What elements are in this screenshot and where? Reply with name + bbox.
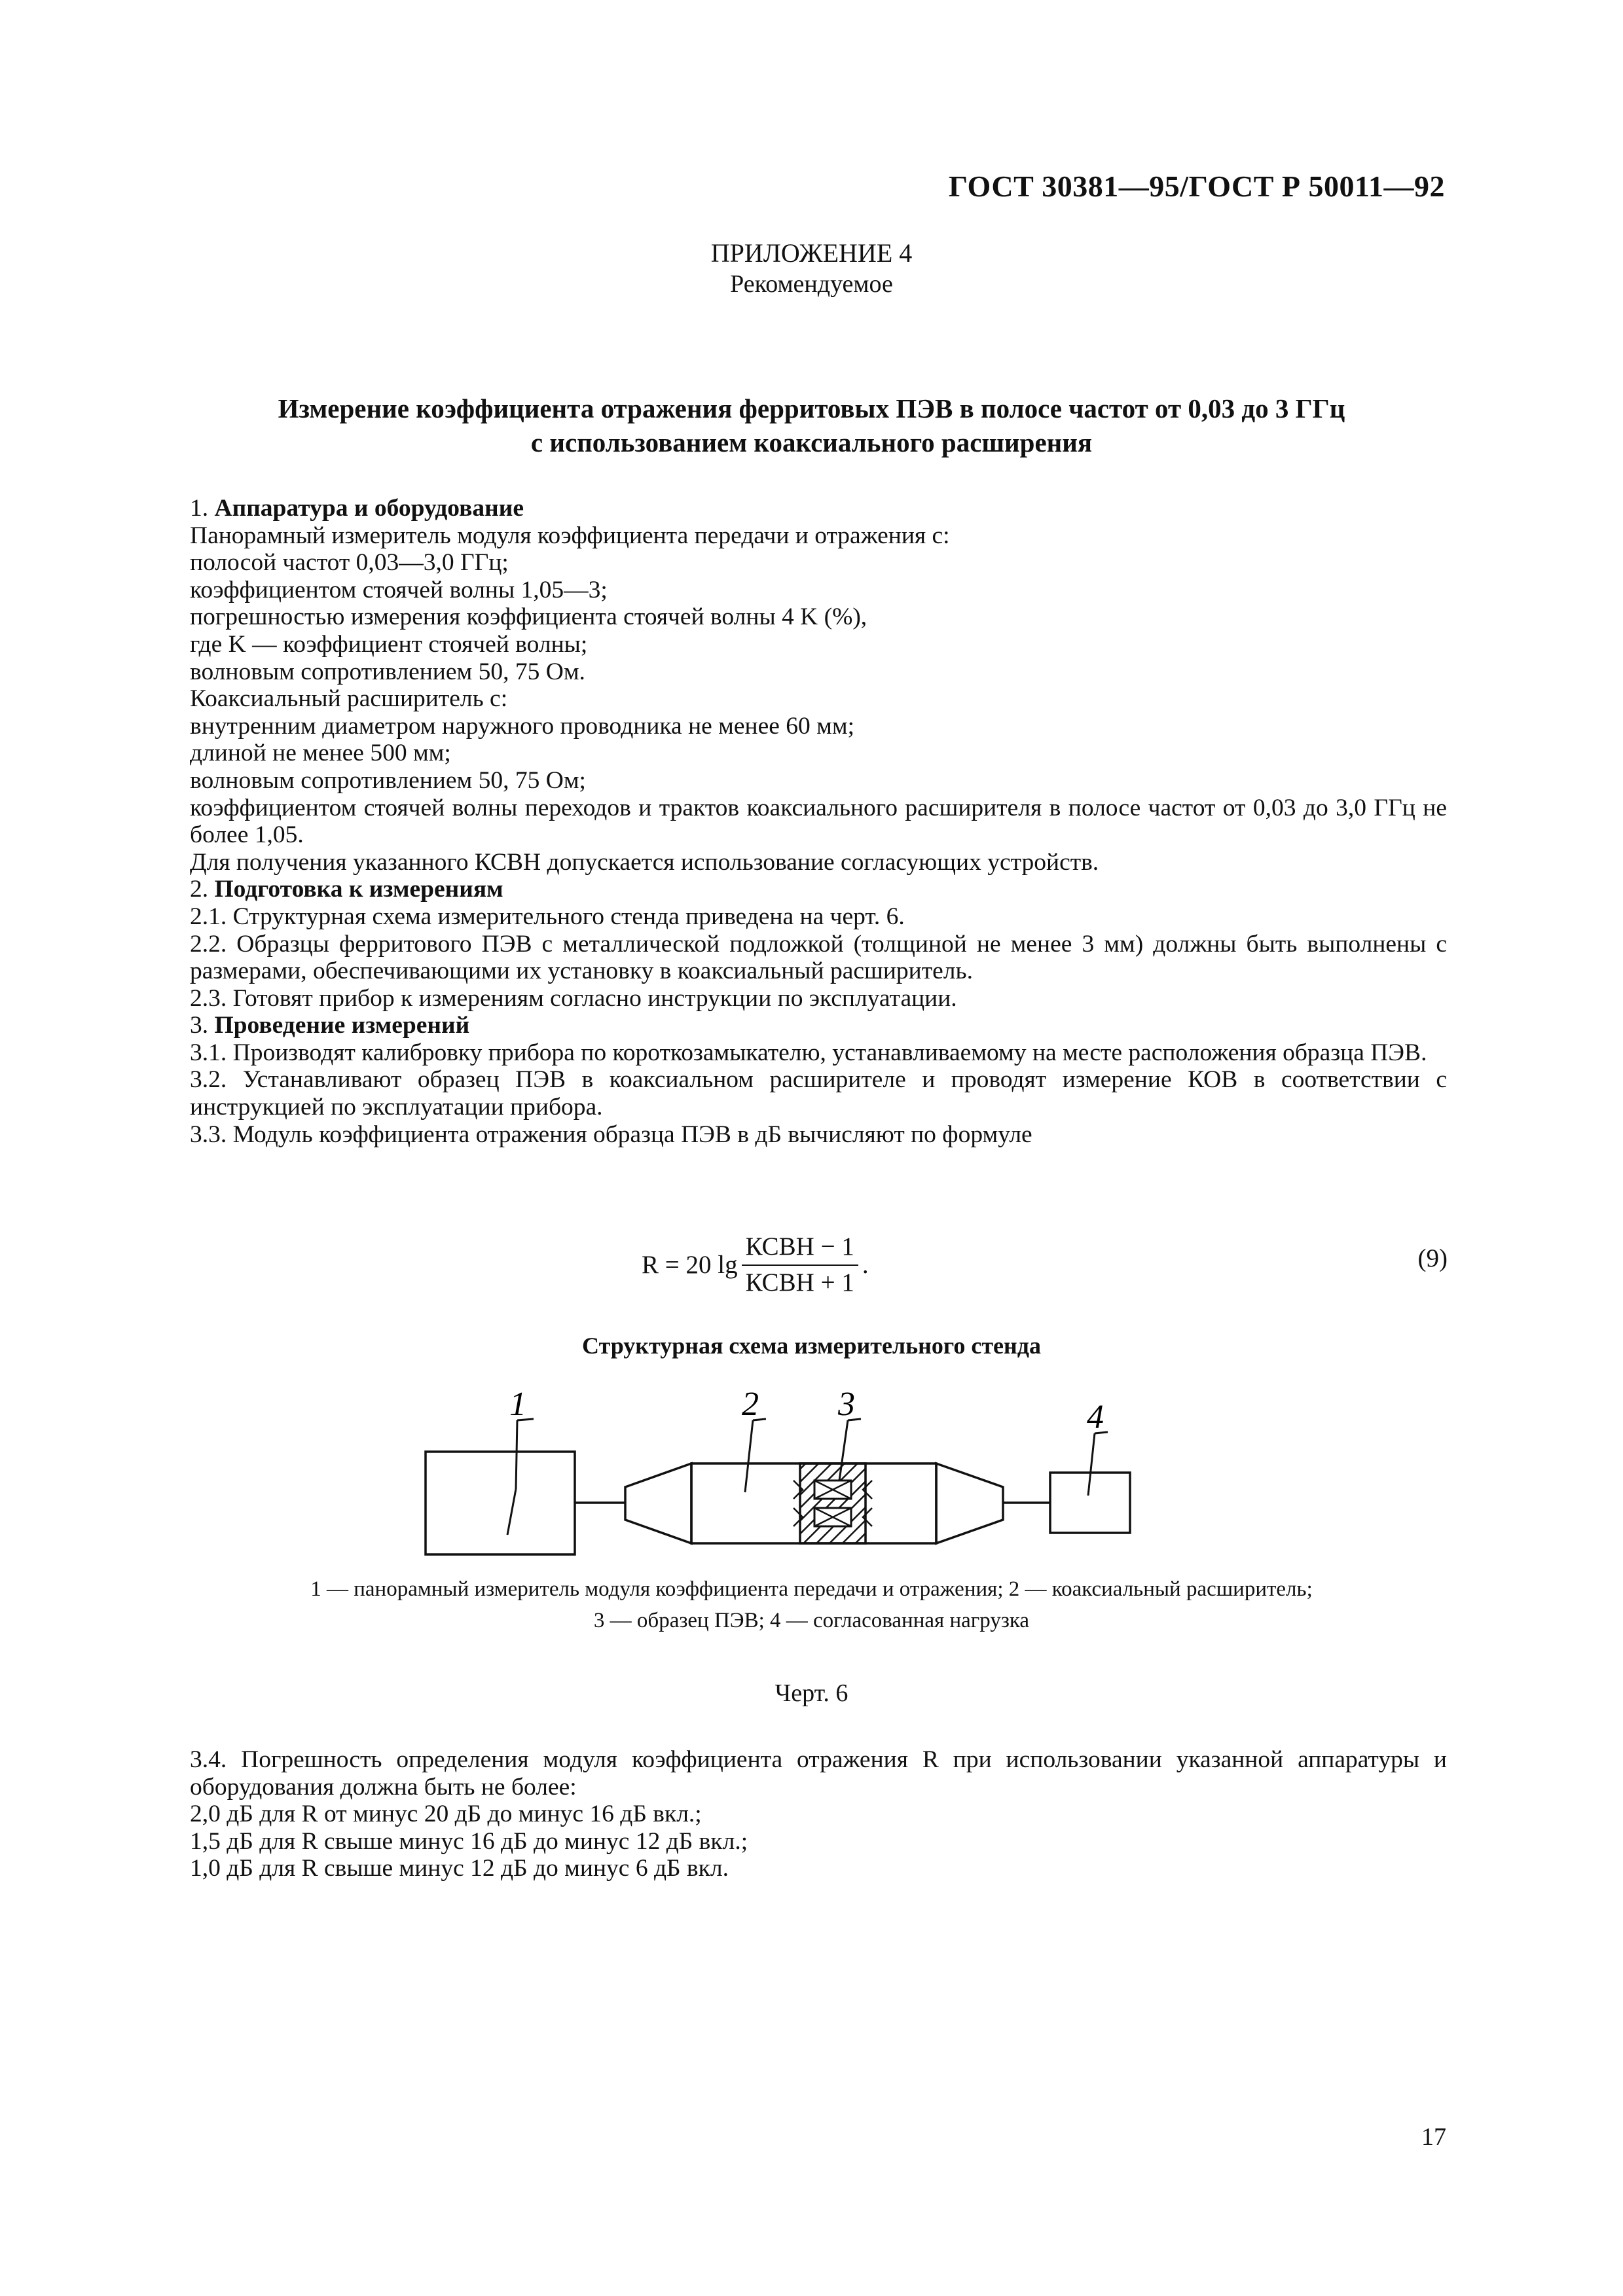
s1-line-3: коэффициентом стоячей волны 1,05—3; bbox=[190, 576, 608, 603]
s1-line-5: где K — коэффициент стоячей волны; bbox=[190, 630, 588, 658]
s34-line-1: 2,0 дБ для R от минус 20 дБ до минус 16 дБ вкл.; bbox=[190, 1801, 702, 1828]
s1-line-7: Коаксиальный расширитель с: bbox=[190, 685, 508, 713]
title-line-1: Измерение коэффициента отражения ферритовых ПЭВ в полосе частот от 0,03 до 3 ГГц bbox=[278, 393, 1345, 423]
page-number: 17 bbox=[1421, 2123, 1446, 2151]
figure-caption-line-2: 3 — образец ПЭВ; 4 — согласованная нагрузка bbox=[593, 1609, 1030, 1632]
block-1-meter bbox=[426, 1452, 575, 1554]
s34-line-3: 1,0 дБ для R свыше минус 12 дБ до минус 6 дБ вкл. bbox=[190, 1855, 729, 1882]
label-2: 2 bbox=[742, 1386, 759, 1423]
formula-numerator: КСВН − 1 bbox=[742, 1234, 858, 1266]
formula-tail: . bbox=[862, 1251, 869, 1280]
s2-item-1: 2.1. Структурная схема измерительного стенда приведена на черт. 6. bbox=[190, 903, 905, 930]
appendix-label: ПРИЛОЖЕНИЕ 4 bbox=[710, 238, 913, 268]
section-2-number: 2. bbox=[190, 876, 209, 903]
section-1-number: 1. bbox=[190, 495, 209, 522]
block-3-sample bbox=[800, 1463, 866, 1543]
s1-line-11: коэффициентом стоячей волны переходов и трактов коаксиального расширителя в полосе частот от 0,03 до 3,0 ГГц не более 1,05. bbox=[190, 794, 1447, 849]
s1-line-4: погрешностью измерения коэффициента стоячей волны 4 K (%), bbox=[190, 603, 867, 631]
figure-number: Черт. 6 bbox=[775, 1679, 848, 1707]
s3-item-3: 3.3. Модуль коэффициента отражения образца ПЭВ в дБ вычисляют по формуле bbox=[190, 1121, 1032, 1148]
section-1-title: Аппаратура и оборудование bbox=[214, 495, 524, 522]
s1-line-12: Для получения указанного КСВН допускается использование согласующих устройств. bbox=[190, 848, 1099, 876]
s1-line-9: длиной не менее 500 мм; bbox=[190, 740, 451, 767]
s1-line-2: полосой частот 0,03—3,0 ГГц; bbox=[190, 549, 509, 577]
s1-line-8: внутренним диаметром наружного проводника не менее 60 мм; bbox=[190, 712, 855, 740]
section-3-number: 3. bbox=[190, 1012, 209, 1039]
formula-lhs: R = 20 lg bbox=[642, 1251, 738, 1280]
s1-line-10: волновым сопротивлением 50, 75 Ом; bbox=[190, 766, 586, 794]
s2-item-2: 2.2. Образцы ферритового ПЭВ с металлической подложкой (толщиной не менее 3 мм) должны быть выполнены с размерами, обеспечивающими их установку в коаксиальный расширитель. bbox=[190, 930, 1447, 985]
label-4: 4 bbox=[1087, 1399, 1104, 1436]
formula-number: (9) bbox=[1417, 1244, 1448, 1272]
body-text-continued bbox=[190, 1746, 1447, 1882]
appendix-type: Рекомендуемое bbox=[730, 270, 893, 298]
s2-item-3: 2.3. Готовят прибор к измерениям согласно инструкции по эксплуатации. bbox=[190, 984, 957, 1012]
formula-denominator: КСВН + 1 bbox=[745, 1268, 854, 1297]
s3-item-4: 3.4. Погрешность определения модуля коэффициента отражения R при использовании указанной аппаратуры и оборудования должна быть не более: bbox=[190, 1746, 1447, 1801]
label-3: 3 bbox=[838, 1386, 855, 1423]
s3-item-1: 3.1. Производят калибровку прибора по короткозамыкателю, устанавливаемому на месте расположения образца ПЭВ. bbox=[190, 1039, 1427, 1066]
s3-item-2: 3.2. Устанавливают образец ПЭВ в коаксиальном расширителе и проводят измерение КОВ в соответствии с инструкцией по эксплуатации прибора. bbox=[190, 1066, 1447, 1121]
figure-caption-line-1: 1 — панорамный измеритель модуля коэффициента передачи и отражения; 2 — коаксиальный расширитель; bbox=[310, 1577, 1313, 1601]
s1-line-6: волновым сопротивлением 50, 75 Ом. bbox=[190, 658, 585, 685]
block-2-right-taper bbox=[936, 1463, 1003, 1543]
s34-line-2: 1,5 дБ для R свыше минус 16 дБ до минус 12 дБ вкл.; bbox=[190, 1827, 748, 1855]
section-2-title: Подготовка к измерениям bbox=[214, 876, 503, 903]
document-header: ГОСТ 30381—95/ГОСТ Р 50011—92 bbox=[948, 170, 1445, 203]
section-3-title: Проведение измерений bbox=[214, 1012, 470, 1039]
title-line-2: с использованием коаксиального расширения bbox=[530, 427, 1093, 457]
figure-title: Структурная схема измерительного стенда bbox=[582, 1333, 1041, 1359]
label-1: 1 bbox=[509, 1386, 526, 1423]
block-2-left-taper bbox=[625, 1463, 691, 1543]
s1-line-1: Панорамный измеритель модуля коэффициента передачи и отражения с: bbox=[190, 522, 950, 549]
